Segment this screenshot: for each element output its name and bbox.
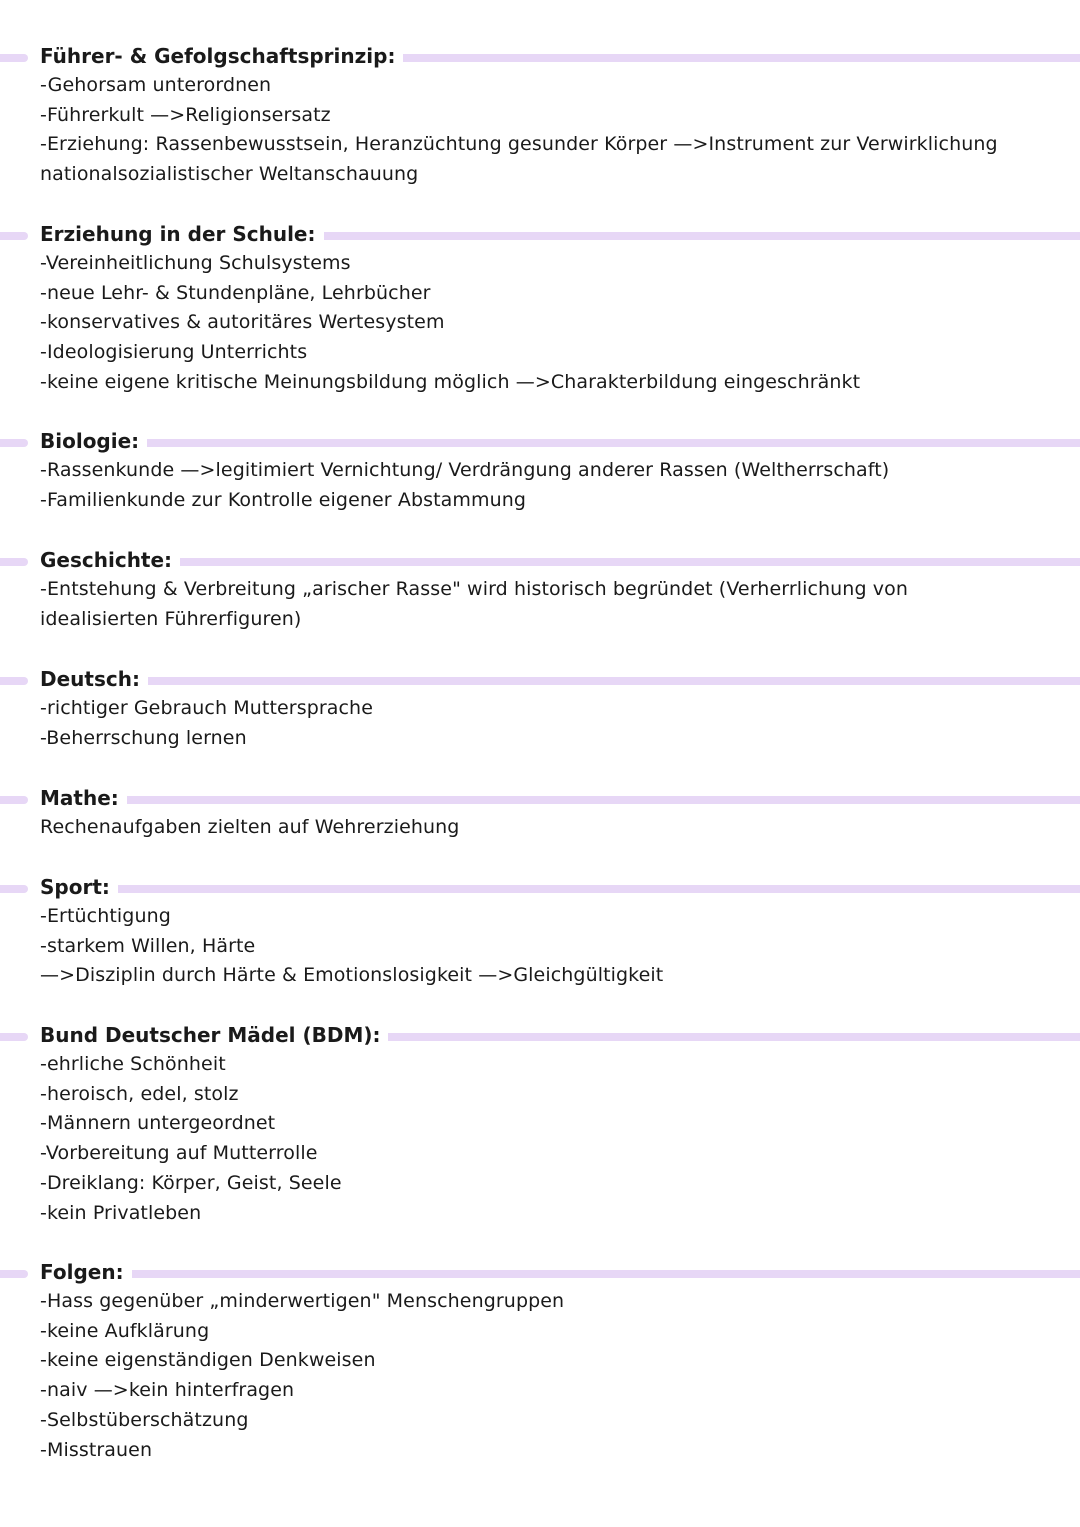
- right-highlight-bar: [40, 885, 1080, 893]
- list-item: -Ideologisierung Unterrichts: [40, 341, 308, 364]
- list-item: -ehrliche Schönheit: [40, 1053, 226, 1075]
- left-highlight-bar: [0, 232, 28, 240]
- section-lines: [0, 902, 1080, 991]
- list-item: -Gehorsam unterordnen: [40, 74, 272, 96]
- list-item: -Erziehung: Rassenbewusstsein, Heranzüchtung gesunder Körper —>Instrument zur Verwirklichung nationalsozialistischer Weltanschauung: [40, 133, 998, 186]
- section-fuehrerprinzip: [0, 41, 1080, 190]
- section-erziehung-schule: [0, 219, 1080, 398]
- section-heading: Mathe:: [40, 783, 127, 813]
- section-heading: Geschichte:: [40, 545, 180, 575]
- section-heading: Sport:: [40, 872, 118, 902]
- section-lines: [0, 456, 1080, 515]
- section-biologie: [0, 426, 1080, 515]
- list-item: -Beherrschung lernen: [40, 726, 247, 749]
- list-item: -Familienkunde zur Kontrolle eigener Abstammung: [40, 488, 527, 511]
- section-folgen: [0, 1257, 1080, 1465]
- section-lines: [0, 71, 1080, 190]
- list-item: -keine Aufklärung: [40, 1319, 210, 1342]
- list-item: -Selbstüberschätzung: [40, 1408, 249, 1431]
- section-deutsch: [0, 664, 1080, 753]
- list-item: -Entstehung & Verbreitung „arischer Rasse" wird historisch begründet (Verherrlichung von idealisierten Führerfiguren): [40, 578, 908, 630]
- section-heading-row: [0, 426, 1080, 456]
- list-item: -heroisch, edel, stolz: [40, 1082, 239, 1105]
- section-heading-row: [0, 41, 1080, 71]
- section-lines: [0, 249, 1080, 398]
- list-item: —>Disziplin durch Härte & Emotionslosigkeit —>Gleichgültigkeit: [40, 964, 664, 987]
- left-highlight-bar: [0, 558, 28, 566]
- section-heading-row: [0, 1020, 1080, 1050]
- section-heading-row: [0, 872, 1080, 902]
- section-lines: [0, 694, 1080, 753]
- section-geschichte: [0, 545, 1080, 634]
- section-heading: Führer- & Gefolgschaftsprinzip:: [40, 41, 403, 71]
- section-heading: Deutsch:: [40, 664, 148, 694]
- right-highlight-bar: [40, 439, 1080, 447]
- list-item: -richtiger Gebrauch Muttersprache: [40, 697, 373, 719]
- right-highlight-bar: [40, 1270, 1080, 1278]
- list-item: -keine eigenständigen Denkweisen: [40, 1349, 376, 1372]
- list-item: -naiv —>kein hinterfragen: [40, 1379, 295, 1402]
- section-heading-row: [0, 664, 1080, 694]
- section-lines: [0, 813, 1080, 843]
- list-item: -starkem Willen, Härte: [40, 934, 256, 957]
- list-item: -Misstrauen: [40, 1438, 153, 1461]
- section-heading: Folgen:: [40, 1257, 132, 1287]
- right-highlight-bar: [40, 796, 1080, 804]
- list-item: -konservatives & autoritäres Wertesystem: [40, 311, 445, 334]
- list-item: -keine eigene kritische Meinungsbildung möglich —>Charakterbildung eingeschränkt: [40, 370, 861, 393]
- section-heading-row: [0, 219, 1080, 249]
- section-lines: [0, 1050, 1080, 1228]
- section-heading-row: [0, 783, 1080, 813]
- list-item: Rechenaufgaben zielten auf Wehrerziehung: [40, 816, 460, 838]
- section-lines: [0, 1287, 1080, 1465]
- list-item: -Männern untergeordnet: [40, 1112, 276, 1135]
- left-highlight-bar: [0, 439, 28, 447]
- list-item: -Vereinheitlichung Schulsystems: [40, 252, 351, 274]
- list-item: -Ertüchtigung: [40, 905, 171, 927]
- list-item: -Führerkult —>Religionsersatz: [40, 103, 331, 126]
- left-highlight-bar: [0, 1270, 28, 1278]
- left-highlight-bar: [0, 796, 28, 804]
- section-heading: Biologie:: [40, 426, 147, 456]
- left-highlight-bar: [0, 677, 28, 685]
- list-item: -kein Privatleben: [40, 1201, 202, 1224]
- section-heading-row: [0, 1257, 1080, 1287]
- right-highlight-bar: [40, 677, 1080, 685]
- left-highlight-bar: [0, 1033, 28, 1041]
- section-heading-row: [0, 545, 1080, 575]
- section-bdm: [0, 1020, 1080, 1228]
- list-item: -Vorbereitung auf Mutterrolle: [40, 1142, 318, 1165]
- list-item: -Hass gegenüber „minderwertigen" Menschengruppen: [40, 1290, 565, 1312]
- list-item: -Dreiklang: Körper, Geist, Seele: [40, 1171, 342, 1194]
- left-highlight-bar: [0, 885, 28, 893]
- section-sport: [0, 872, 1080, 991]
- right-highlight-bar: [40, 558, 1080, 566]
- section-heading: Erziehung in der Schule:: [40, 219, 324, 249]
- list-item: -Rassenkunde —>legitimiert Vernichtung/ Verdrängung anderer Rassen (Weltherrschaft): [40, 459, 890, 481]
- section-lines: [0, 575, 1080, 634]
- section-mathe: [0, 783, 1080, 843]
- list-item: -neue Lehr- & Stundenpläne, Lehrbücher: [40, 281, 431, 304]
- section-heading: Bund Deutscher Mädel (BDM):: [40, 1020, 388, 1050]
- left-highlight-bar: [0, 54, 28, 62]
